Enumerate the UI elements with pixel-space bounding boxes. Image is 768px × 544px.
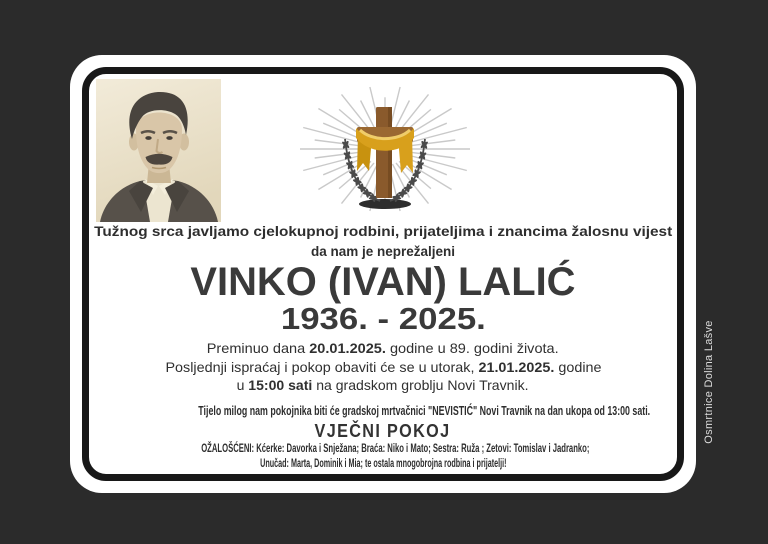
mourners-line-1	[92, 441, 674, 456]
funeral-line-1	[92, 358, 674, 377]
death-date-value: 20.01.2025.	[309, 340, 387, 356]
funeral-date-value: 21.01.2025.	[477, 358, 554, 375]
funeral-line-1-text: Posljednji ispraćaj i pokop obaviti će se u utorak, 21.01.2025. godine	[164, 358, 602, 375]
notice-text-column	[92, 222, 674, 471]
mourners-line-1-text: OŽALOŠĆENI: Kćerke: Davorka i Snježana; Braća: Niko i Mato; Sestra: Ruža ; Zetovi: Tomislav i Jadranko;	[201, 440, 590, 455]
mortuary-line-text: Tijelo milog nam pokojnika biti će gradskoj mrtvačnici "NEVISTIĆ" Novi Travnik na dan ukopa od 13:00 sati.	[198, 402, 651, 418]
cross-with-rays-and-laurel-icon	[300, 81, 470, 219]
portrait-illustration	[96, 79, 221, 222]
death-date-line	[92, 339, 674, 358]
mortuary-line	[92, 404, 674, 418]
eternal-rest-line	[92, 421, 674, 441]
deceased-name-text: VINKO (IVAN) LALIĆ	[190, 260, 576, 304]
death-date-text: Preminuo dana 20.01.2025. godine u 89. godini života.	[207, 340, 559, 356]
life-years	[92, 302, 674, 336]
cross-emblem-svg	[300, 81, 470, 219]
life-years-text: 1936. - 2025.	[280, 301, 486, 336]
side-watermark: Osmrtnice Dolina Lašve	[703, 320, 715, 444]
intro-line-1	[92, 222, 674, 242]
mourners-line-2	[92, 456, 674, 471]
intro-line-2	[92, 242, 674, 261]
deceased-portrait-photo	[96, 79, 221, 222]
mourners-line-2-text: Unučad: Marta, Dominik i Mia; te ostala mnogobrojna rodbina i prijatelji!	[259, 455, 507, 470]
intro-line-2-text: da nam je neprežaljeni	[310, 244, 456, 259]
eternal-rest-text: VJEČNI POKOJ	[315, 420, 451, 441]
funeral-line-2	[92, 376, 674, 395]
deceased-name	[92, 262, 674, 302]
funeral-line-2-text: u 15:00 sati na gradskom groblju Novi Travnik.	[237, 377, 529, 393]
base-shadow	[359, 199, 411, 209]
intro-line-1-text: Tužnog srca javljamo cjelokupnoj rodbini, prijateljima i znancima žalosnu vijest	[93, 224, 673, 239]
obituary-card	[70, 55, 696, 493]
funeral-time-value: 15:00 sati	[248, 377, 313, 393]
